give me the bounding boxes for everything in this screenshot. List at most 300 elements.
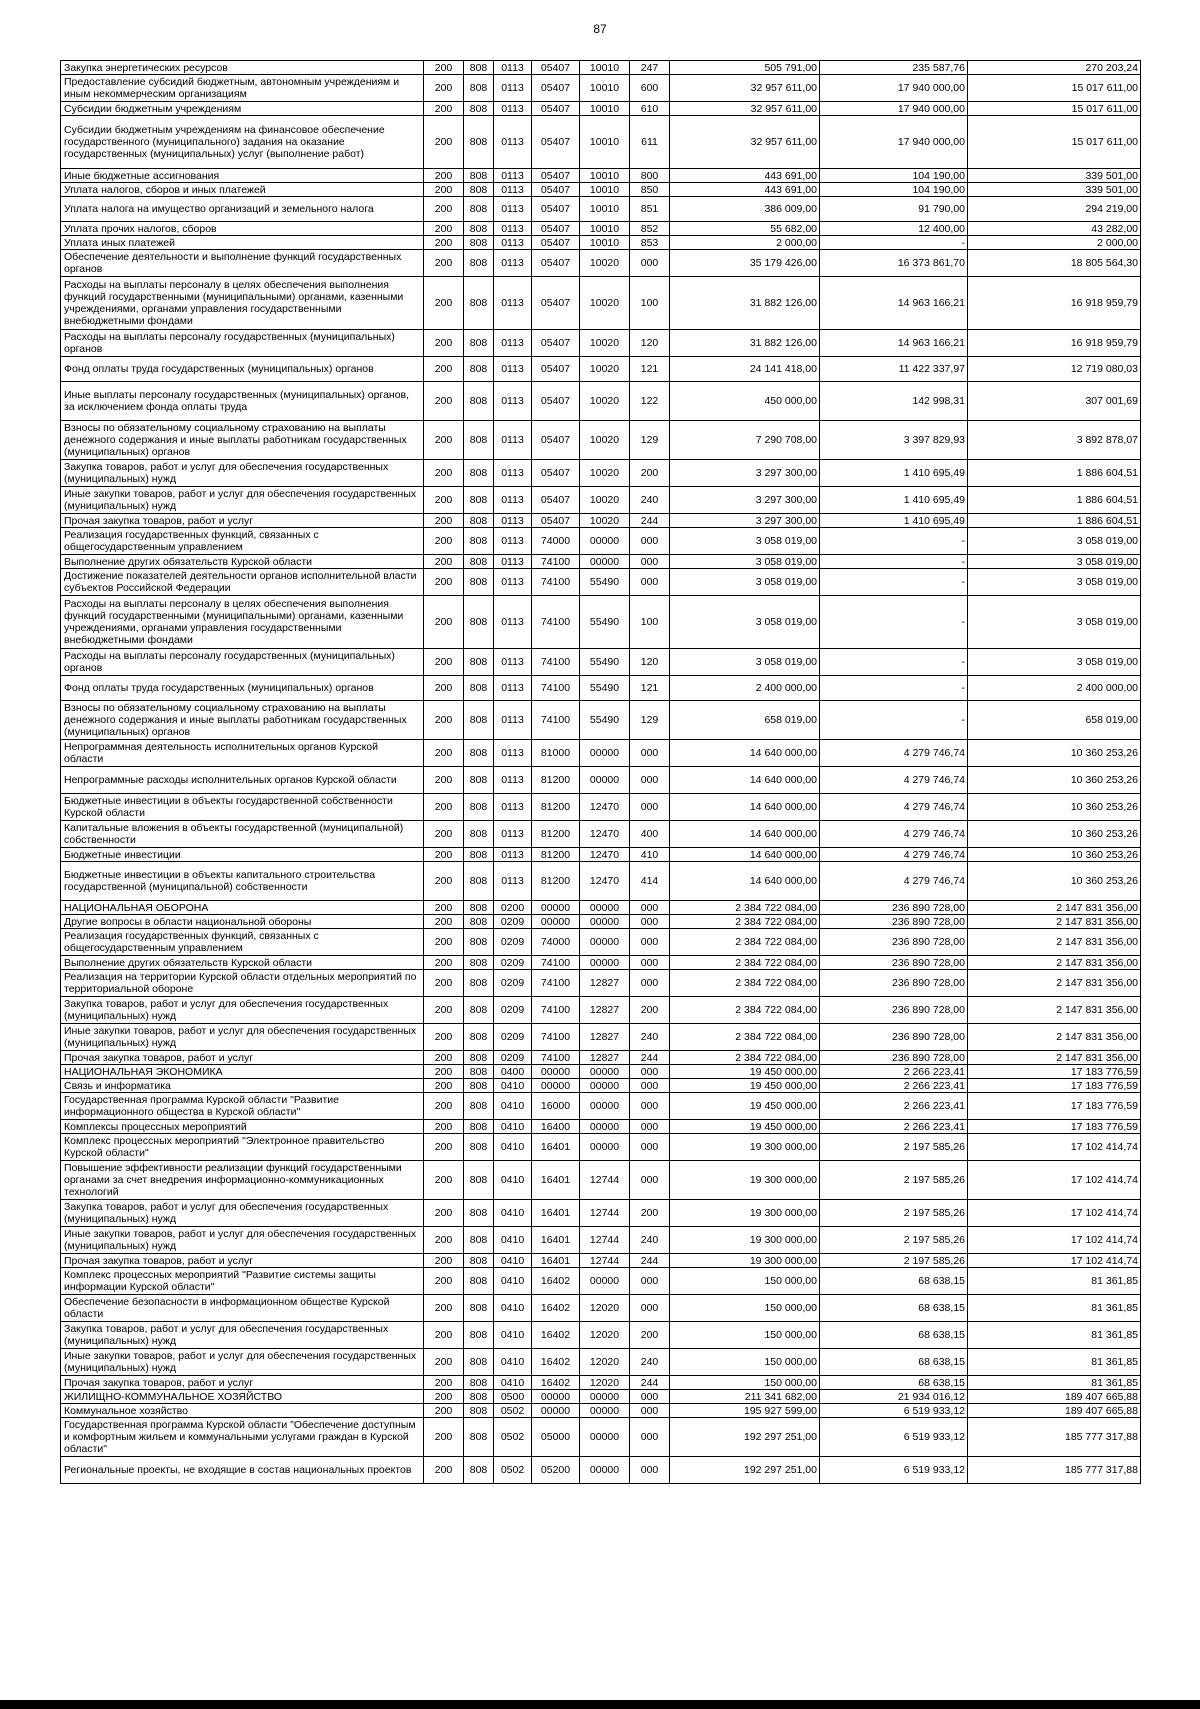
- direction-code-cell: 12744: [580, 1200, 630, 1227]
- approved-amount-cell: 150 000,00: [670, 1295, 820, 1322]
- expense-name-cell: Расходы на выплаты персоналу государственных (муниципальных) органов: [61, 330, 424, 357]
- code-200-cell: 200: [424, 555, 464, 569]
- approved-amount-cell: 31 882 126,00: [670, 330, 820, 357]
- table-row: [61, 701, 1141, 740]
- executed-amount-cell: 91 790,00: [820, 197, 968, 222]
- section-code-cell: 0113: [494, 569, 532, 596]
- section-code-cell: 0209: [494, 997, 532, 1024]
- expense-type-cell: 000: [630, 970, 670, 997]
- expense-name-cell: Прочая закупка товаров, работ и услуг: [61, 514, 424, 528]
- approved-amount-cell: 443 691,00: [670, 169, 820, 183]
- program-code-cell: 16402: [532, 1295, 580, 1322]
- section-code-cell: 0113: [494, 862, 532, 901]
- direction-code-cell: 10010: [580, 61, 630, 75]
- section-code-cell: 0502: [494, 1404, 532, 1418]
- ministry-code-cell: 808: [464, 1254, 494, 1268]
- ministry-code-cell: 808: [464, 862, 494, 901]
- code-200-cell: 200: [424, 1134, 464, 1161]
- executed-amount-cell: 2 197 585,26: [820, 1134, 968, 1161]
- page-bottom-border: [0, 1700, 1200, 1709]
- section-code-cell: 0113: [494, 487, 532, 514]
- expense-name-cell: Комплексы процессных мероприятий: [61, 1120, 424, 1134]
- code-200-cell: 200: [424, 421, 464, 460]
- expense-name-cell: Иные бюджетные ассигнования: [61, 169, 424, 183]
- table-row: [61, 555, 1141, 569]
- section-code-cell: 0502: [494, 1457, 532, 1484]
- program-code-cell: 74100: [532, 649, 580, 676]
- table-row: [61, 1457, 1141, 1484]
- approved-amount-cell: 32 957 611,00: [670, 75, 820, 102]
- section-code-cell: 0113: [494, 421, 532, 460]
- direction-code-cell: 00000: [580, 1079, 630, 1093]
- approved-amount-cell: 3 297 300,00: [670, 514, 820, 528]
- table-row: [61, 1200, 1141, 1227]
- code-200-cell: 200: [424, 1200, 464, 1227]
- expense-type-cell: 000: [630, 956, 670, 970]
- expense-type-cell: 000: [630, 1268, 670, 1295]
- expense-name-cell: НАЦИОНАЛЬНАЯ ЭКОНОМИКА: [61, 1065, 424, 1079]
- remaining-amount-cell: 1 886 604,51: [968, 487, 1141, 514]
- executed-amount-cell: 68 638,15: [820, 1295, 968, 1322]
- expense-type-cell: 853: [630, 236, 670, 250]
- direction-code-cell: 55490: [580, 596, 630, 649]
- table-row: [61, 75, 1141, 102]
- executed-amount-cell: 104 190,00: [820, 169, 968, 183]
- approved-amount-cell: 7 290 708,00: [670, 421, 820, 460]
- expense-name-cell: Комплекс процессных мероприятий "Развитие системы защиты информации Курской области": [61, 1268, 424, 1295]
- ministry-code-cell: 808: [464, 382, 494, 421]
- executed-amount-cell: 68 638,15: [820, 1349, 968, 1376]
- remaining-amount-cell: 10 360 253,26: [968, 767, 1141, 794]
- expense-type-cell: 000: [630, 929, 670, 956]
- program-code-cell: 16400: [532, 1120, 580, 1134]
- direction-code-cell: 55490: [580, 569, 630, 596]
- section-code-cell: 0113: [494, 514, 532, 528]
- ministry-code-cell: 808: [464, 740, 494, 767]
- ministry-code-cell: 808: [464, 102, 494, 116]
- expense-type-cell: 000: [630, 569, 670, 596]
- table-row: [61, 1322, 1141, 1349]
- expense-type-cell: 240: [630, 1349, 670, 1376]
- section-code-cell: 0410: [494, 1376, 532, 1390]
- ministry-code-cell: 808: [464, 1349, 494, 1376]
- direction-code-cell: 12827: [580, 970, 630, 997]
- code-200-cell: 200: [424, 794, 464, 821]
- expense-name-cell: Непрограммная деятельность исполнительных органов Курской области: [61, 740, 424, 767]
- expense-name-cell: Иные закупки товаров, работ и услуг для обеспечения государственных (муниципальных) нужд: [61, 1227, 424, 1254]
- approved-amount-cell: 14 640 000,00: [670, 740, 820, 767]
- approved-amount-cell: 19 300 000,00: [670, 1161, 820, 1200]
- code-200-cell: 200: [424, 222, 464, 236]
- executed-amount-cell: 2 197 585,26: [820, 1254, 968, 1268]
- expense-name-cell: Фонд оплаты труда государственных (муниципальных) органов: [61, 357, 424, 382]
- table-row: [61, 1349, 1141, 1376]
- ministry-code-cell: 808: [464, 701, 494, 740]
- section-code-cell: 0200: [494, 901, 532, 915]
- expense-type-cell: 410: [630, 848, 670, 862]
- approved-amount-cell: 150 000,00: [670, 1268, 820, 1295]
- remaining-amount-cell: 2 147 831 356,00: [968, 970, 1141, 997]
- ministry-code-cell: 808: [464, 569, 494, 596]
- table-row: [61, 1051, 1141, 1065]
- code-200-cell: 200: [424, 1051, 464, 1065]
- approved-amount-cell: 211 341 682,00: [670, 1390, 820, 1404]
- approved-amount-cell: 2 384 722 084,00: [670, 1051, 820, 1065]
- executed-amount-cell: 2 197 585,26: [820, 1227, 968, 1254]
- expense-type-cell: 000: [630, 1295, 670, 1322]
- executed-amount-cell: 2 266 223,41: [820, 1120, 968, 1134]
- expense-type-cell: 121: [630, 357, 670, 382]
- program-code-cell: 74100: [532, 997, 580, 1024]
- section-code-cell: 0209: [494, 970, 532, 997]
- expense-name-cell: Государственная программа Курской области "Обеспечение доступным и комфортным жильем и коммунальными услугами граждан в Курской области": [61, 1418, 424, 1457]
- code-200-cell: 200: [424, 330, 464, 357]
- executed-amount-cell: 236 890 728,00: [820, 901, 968, 915]
- code-200-cell: 200: [424, 1024, 464, 1051]
- code-200-cell: 200: [424, 169, 464, 183]
- direction-code-cell: 00000: [580, 1120, 630, 1134]
- executed-amount-cell: 142 998,31: [820, 382, 968, 421]
- expense-name-cell: Закупка товаров, работ и услуг для обеспечения государственных (муниципальных) нужд: [61, 1322, 424, 1349]
- table-row: [61, 236, 1141, 250]
- program-code-cell: 16401: [532, 1227, 580, 1254]
- expense-type-cell: 244: [630, 1051, 670, 1065]
- direction-code-cell: 55490: [580, 701, 630, 740]
- direction-code-cell: 00000: [580, 901, 630, 915]
- expense-type-cell: 000: [630, 250, 670, 277]
- program-code-cell: 05407: [532, 222, 580, 236]
- direction-code-cell: 00000: [580, 1457, 630, 1484]
- program-code-cell: 00000: [532, 1404, 580, 1418]
- table-row: [61, 250, 1141, 277]
- remaining-amount-cell: 658 019,00: [968, 701, 1141, 740]
- executed-amount-cell: -: [820, 649, 968, 676]
- ministry-code-cell: 808: [464, 1376, 494, 1390]
- ministry-code-cell: 808: [464, 596, 494, 649]
- direction-code-cell: 10010: [580, 102, 630, 116]
- executed-amount-cell: 4 279 746,74: [820, 848, 968, 862]
- expense-name-cell: Закупка товаров, работ и услуг для обеспечения государственных (муниципальных) нужд: [61, 460, 424, 487]
- executed-amount-cell: 4 279 746,74: [820, 740, 968, 767]
- section-code-cell: 0113: [494, 169, 532, 183]
- ministry-code-cell: 808: [464, 767, 494, 794]
- remaining-amount-cell: 189 407 665,88: [968, 1404, 1141, 1418]
- table-row: [61, 1079, 1141, 1093]
- program-code-cell: 74100: [532, 956, 580, 970]
- ministry-code-cell: 808: [464, 1093, 494, 1120]
- ministry-code-cell: 808: [464, 1227, 494, 1254]
- approved-amount-cell: 2 400 000,00: [670, 676, 820, 701]
- expense-name-cell: Прочая закупка товаров, работ и услуг: [61, 1376, 424, 1390]
- approved-amount-cell: 19 450 000,00: [670, 1065, 820, 1079]
- table-row: [61, 222, 1141, 236]
- expense-name-cell: Бюджетные инвестиции в объекты государственной собственности Курской области: [61, 794, 424, 821]
- direction-code-cell: 10010: [580, 116, 630, 169]
- expense-name-cell: Комплекс процессных мероприятий "Электронное правительство Курской области": [61, 1134, 424, 1161]
- executed-amount-cell: 6 519 933,12: [820, 1418, 968, 1457]
- program-code-cell: 74100: [532, 1051, 580, 1065]
- table-row: [61, 862, 1141, 901]
- remaining-amount-cell: 17 102 414,74: [968, 1134, 1141, 1161]
- section-code-cell: 0113: [494, 75, 532, 102]
- section-code-cell: 0410: [494, 1079, 532, 1093]
- approved-amount-cell: 386 009,00: [670, 197, 820, 222]
- approved-amount-cell: 2 384 722 084,00: [670, 901, 820, 915]
- ministry-code-cell: 808: [464, 487, 494, 514]
- expense-type-cell: 122: [630, 382, 670, 421]
- direction-code-cell: 10020: [580, 250, 630, 277]
- executed-amount-cell: 1 410 695,49: [820, 460, 968, 487]
- ministry-code-cell: 808: [464, 250, 494, 277]
- expense-name-cell: Реализация государственных функций, связанных с общегосударственным управлением: [61, 929, 424, 956]
- table-row: [61, 1390, 1141, 1404]
- expense-name-cell: Уплата налога на имущество организаций и земельного налога: [61, 197, 424, 222]
- approved-amount-cell: 2 384 722 084,00: [670, 915, 820, 929]
- table-row: [61, 970, 1141, 997]
- expense-type-cell: 100: [630, 596, 670, 649]
- program-code-cell: 00000: [532, 915, 580, 929]
- expense-type-cell: 610: [630, 102, 670, 116]
- code-200-cell: 200: [424, 528, 464, 555]
- remaining-amount-cell: 17 102 414,74: [968, 1227, 1141, 1254]
- program-code-cell: 05407: [532, 250, 580, 277]
- table-row: [61, 116, 1141, 169]
- direction-code-cell: 10010: [580, 236, 630, 250]
- direction-code-cell: 00000: [580, 1390, 630, 1404]
- direction-code-cell: 10010: [580, 183, 630, 197]
- program-code-cell: 00000: [532, 1079, 580, 1093]
- expense-type-cell: 244: [630, 1254, 670, 1268]
- expense-type-cell: 000: [630, 1457, 670, 1484]
- section-code-cell: 0410: [494, 1295, 532, 1322]
- ministry-code-cell: 808: [464, 421, 494, 460]
- code-200-cell: 200: [424, 1268, 464, 1295]
- code-200-cell: 200: [424, 75, 464, 102]
- ministry-code-cell: 808: [464, 848, 494, 862]
- direction-code-cell: 12020: [580, 1376, 630, 1390]
- direction-code-cell: 10020: [580, 514, 630, 528]
- executed-amount-cell: 236 890 728,00: [820, 1051, 968, 1065]
- executed-amount-cell: 2 197 585,26: [820, 1200, 968, 1227]
- direction-code-cell: 00000: [580, 555, 630, 569]
- approved-amount-cell: 55 682,00: [670, 222, 820, 236]
- approved-amount-cell: 3 058 019,00: [670, 528, 820, 555]
- ministry-code-cell: 808: [464, 528, 494, 555]
- approved-amount-cell: 658 019,00: [670, 701, 820, 740]
- expense-name-cell: Непрограммные расходы исполнительных органов Курской области: [61, 767, 424, 794]
- program-code-cell: 74100: [532, 569, 580, 596]
- executed-amount-cell: 6 519 933,12: [820, 1404, 968, 1418]
- ministry-code-cell: 808: [464, 997, 494, 1024]
- remaining-amount-cell: 189 407 665,88: [968, 1390, 1141, 1404]
- section-code-cell: 0113: [494, 330, 532, 357]
- expense-type-cell: 000: [630, 915, 670, 929]
- expense-name-cell: Выполнение других обязательств Курской области: [61, 555, 424, 569]
- direction-code-cell: 10020: [580, 330, 630, 357]
- expense-type-cell: 120: [630, 330, 670, 357]
- program-code-cell: 00000: [532, 1390, 580, 1404]
- code-200-cell: 200: [424, 1349, 464, 1376]
- remaining-amount-cell: 2 147 831 356,00: [968, 956, 1141, 970]
- program-code-cell: 74000: [532, 929, 580, 956]
- executed-amount-cell: 17 940 000,00: [820, 75, 968, 102]
- approved-amount-cell: 19 450 000,00: [670, 1093, 820, 1120]
- remaining-amount-cell: 2 147 831 356,00: [968, 901, 1141, 915]
- section-code-cell: 0410: [494, 1349, 532, 1376]
- executed-amount-cell: 6 519 933,12: [820, 1457, 968, 1484]
- code-200-cell: 200: [424, 250, 464, 277]
- expense-name-cell: Субсидии бюджетным учреждениям на финансовое обеспечение государственного (муниципального) задания на оказание государственных (муниципальных) услуг (выполнение работ): [61, 116, 424, 169]
- approved-amount-cell: 14 640 000,00: [670, 767, 820, 794]
- program-code-cell: 05407: [532, 183, 580, 197]
- table-row: [61, 330, 1141, 357]
- remaining-amount-cell: 17 183 776,59: [968, 1093, 1141, 1120]
- table-row: [61, 1295, 1141, 1322]
- expense-name-cell: Закупка товаров, работ и услуг для обеспечения государственных (муниципальных) нужд: [61, 1200, 424, 1227]
- section-code-cell: 0113: [494, 61, 532, 75]
- code-200-cell: 200: [424, 915, 464, 929]
- approved-amount-cell: 32 957 611,00: [670, 102, 820, 116]
- remaining-amount-cell: 81 361,85: [968, 1376, 1141, 1390]
- ministry-code-cell: 808: [464, 649, 494, 676]
- approved-amount-cell: 2 384 722 084,00: [670, 970, 820, 997]
- remaining-amount-cell: 3 058 019,00: [968, 555, 1141, 569]
- table-row: [61, 596, 1141, 649]
- program-code-cell: 05407: [532, 357, 580, 382]
- code-200-cell: 200: [424, 61, 464, 75]
- ministry-code-cell: 808: [464, 1120, 494, 1134]
- executed-amount-cell: 236 890 728,00: [820, 956, 968, 970]
- direction-code-cell: 10010: [580, 169, 630, 183]
- program-code-cell: 16402: [532, 1349, 580, 1376]
- program-code-cell: 05407: [532, 116, 580, 169]
- ministry-code-cell: 808: [464, 794, 494, 821]
- executed-amount-cell: 4 279 746,74: [820, 767, 968, 794]
- remaining-amount-cell: 339 501,00: [968, 169, 1141, 183]
- approved-amount-cell: 450 000,00: [670, 382, 820, 421]
- expense-type-cell: 852: [630, 222, 670, 236]
- remaining-amount-cell: 3 058 019,00: [968, 649, 1141, 676]
- approved-amount-cell: 19 300 000,00: [670, 1254, 820, 1268]
- ministry-code-cell: 808: [464, 75, 494, 102]
- section-code-cell: 0209: [494, 956, 532, 970]
- direction-code-cell: 10010: [580, 222, 630, 236]
- expense-name-cell: Коммунальное хозяйство: [61, 1404, 424, 1418]
- approved-amount-cell: 3 058 019,00: [670, 569, 820, 596]
- expense-name-cell: Закупка товаров, работ и услуг для обеспечения государственных (муниципальных) нужд: [61, 997, 424, 1024]
- remaining-amount-cell: 10 360 253,26: [968, 862, 1141, 901]
- expense-type-cell: 200: [630, 460, 670, 487]
- expense-type-cell: 000: [630, 1065, 670, 1079]
- direction-code-cell: 10020: [580, 277, 630, 330]
- approved-amount-cell: 31 882 126,00: [670, 277, 820, 330]
- table-row: [61, 649, 1141, 676]
- ministry-code-cell: 808: [464, 956, 494, 970]
- ministry-code-cell: 808: [464, 970, 494, 997]
- code-200-cell: 200: [424, 1376, 464, 1390]
- code-200-cell: 200: [424, 1322, 464, 1349]
- expense-name-cell: НАЦИОНАЛЬНАЯ ОБОРОНА: [61, 901, 424, 915]
- code-200-cell: 200: [424, 1161, 464, 1200]
- approved-amount-cell: 150 000,00: [670, 1322, 820, 1349]
- table-row: [61, 1065, 1141, 1079]
- expense-name-cell: Реализация на территории Курской области отдельных мероприятий по территориальной обороне: [61, 970, 424, 997]
- code-200-cell: 200: [424, 1254, 464, 1268]
- approved-amount-cell: 150 000,00: [670, 1349, 820, 1376]
- approved-amount-cell: 32 957 611,00: [670, 116, 820, 169]
- program-code-cell: 16000: [532, 1093, 580, 1120]
- approved-amount-cell: 14 640 000,00: [670, 862, 820, 901]
- direction-code-cell: 12020: [580, 1349, 630, 1376]
- expense-name-cell: Выполнение других обязательств Курской области: [61, 956, 424, 970]
- table-row: [61, 740, 1141, 767]
- expense-name-cell: Закупка энергетических ресурсов: [61, 61, 424, 75]
- expense-type-cell: 000: [630, 1418, 670, 1457]
- approved-amount-cell: 3 058 019,00: [670, 555, 820, 569]
- section-code-cell: 0410: [494, 1200, 532, 1227]
- executed-amount-cell: 2 266 223,41: [820, 1093, 968, 1120]
- approved-amount-cell: 192 297 251,00: [670, 1418, 820, 1457]
- section-code-cell: 0410: [494, 1120, 532, 1134]
- expense-name-cell: Расходы на выплаты персоналу в целях обеспечения выполнения функций государственными (муниципальными) органами, казенными учреждениями, органами управления государственными внебюджетными фондами: [61, 277, 424, 330]
- section-code-cell: 0209: [494, 915, 532, 929]
- program-code-cell: 81200: [532, 848, 580, 862]
- remaining-amount-cell: 15 017 611,00: [968, 116, 1141, 169]
- remaining-amount-cell: 12 719 080,03: [968, 357, 1141, 382]
- code-200-cell: 200: [424, 767, 464, 794]
- executed-amount-cell: 3 397 829,93: [820, 421, 968, 460]
- table-row: [61, 514, 1141, 528]
- section-code-cell: 0113: [494, 528, 532, 555]
- executed-amount-cell: 235 587,76: [820, 61, 968, 75]
- code-200-cell: 200: [424, 460, 464, 487]
- table-row: [61, 460, 1141, 487]
- approved-amount-cell: 443 691,00: [670, 183, 820, 197]
- program-code-cell: 81200: [532, 821, 580, 848]
- remaining-amount-cell: 2 147 831 356,00: [968, 915, 1141, 929]
- approved-amount-cell: 14 640 000,00: [670, 794, 820, 821]
- code-200-cell: 200: [424, 102, 464, 116]
- section-code-cell: 0113: [494, 382, 532, 421]
- budget-table: [60, 60, 1141, 1484]
- expense-name-cell: Иные закупки товаров, работ и услуг для обеспечения государственных (муниципальных) нужд: [61, 487, 424, 514]
- expense-type-cell: 100: [630, 277, 670, 330]
- expense-type-cell: 200: [630, 1200, 670, 1227]
- program-code-cell: 74100: [532, 1024, 580, 1051]
- approved-amount-cell: 2 384 722 084,00: [670, 997, 820, 1024]
- approved-amount-cell: 3 058 019,00: [670, 649, 820, 676]
- direction-code-cell: 00000: [580, 1268, 630, 1295]
- remaining-amount-cell: 16 918 959,79: [968, 277, 1141, 330]
- section-code-cell: 0113: [494, 183, 532, 197]
- direction-code-cell: 12744: [580, 1227, 630, 1254]
- remaining-amount-cell: 81 361,85: [968, 1268, 1141, 1295]
- program-code-cell: 05407: [532, 460, 580, 487]
- executed-amount-cell: 104 190,00: [820, 183, 968, 197]
- section-code-cell: 0113: [494, 357, 532, 382]
- code-200-cell: 200: [424, 197, 464, 222]
- direction-code-cell: 10020: [580, 487, 630, 514]
- expense-type-cell: 000: [630, 740, 670, 767]
- remaining-amount-cell: 1 886 604,51: [968, 460, 1141, 487]
- code-200-cell: 200: [424, 821, 464, 848]
- remaining-amount-cell: 3 058 019,00: [968, 596, 1141, 649]
- executed-amount-cell: 17 940 000,00: [820, 116, 968, 169]
- table-row: [61, 1024, 1141, 1051]
- table-row: [61, 183, 1141, 197]
- approved-amount-cell: 3 058 019,00: [670, 596, 820, 649]
- approved-amount-cell: 14 640 000,00: [670, 821, 820, 848]
